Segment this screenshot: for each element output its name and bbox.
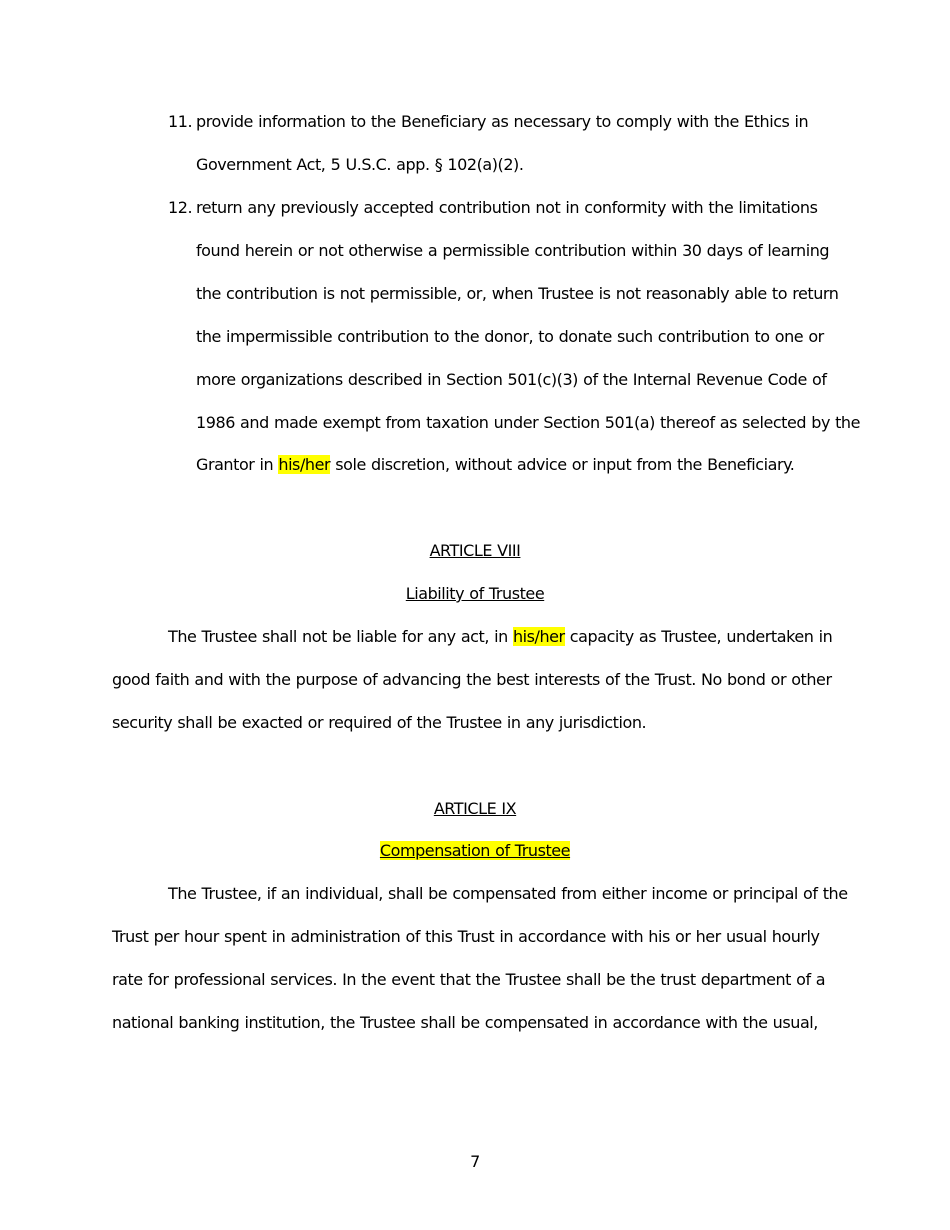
item-12-line-6: 1986 and made exempt from taxation under Section 501(a) thereof as selected by the <box>196 413 861 432</box>
item-12-line-1: return any previously accepted contribution not in conformity with the limitations <box>196 198 818 217</box>
article9-paragraph-line-4: national banking institution, the Trustee shall be compensated in accordance with the usual, <box>112 1013 818 1032</box>
text-segment: sole discretion, without advice or input from the Beneficiary. <box>330 455 795 474</box>
article-subheading: Compensation of Trustee <box>379 841 571 860</box>
article-subheading: Liability of Trustee <box>405 584 545 603</box>
article9-paragraph-line-1: The Trustee, if an individual, shall be compensated from either income or principal of the <box>168 884 848 903</box>
article-heading: ARTICLE VIII <box>429 541 521 560</box>
item-12-line-4: the impermissible contribution to the donor, to donate such contribution to one or <box>196 327 824 346</box>
article-heading: ARTICLE IX <box>433 799 517 818</box>
item-11-line-2: Government Act, 5 U.S.C. app. § 102(a)(2). <box>196 155 524 174</box>
text-segment: capacity as Trustee, undertaken in <box>564 627 833 646</box>
article8-paragraph-line-1 <box>168 627 832 647</box>
item-12-line-2: found herein or not otherwise a permissible contribution within 30 days of learning <box>196 241 830 260</box>
item-12-line-3: the contribution is not permissible, or, when Trustee is not reasonably able to return <box>196 284 839 303</box>
item-11-line-1: provide information to the Beneficiary as necessary to comply with the Ethics in <box>196 112 809 131</box>
text-segment: Grantor in <box>196 455 279 474</box>
article8-paragraph-line-2: good faith and with the purpose of advancing the best interests of the Trust. No bond or other <box>112 670 832 689</box>
article9-paragraph-line-2: Trust per hour spent in administration of this Trust in accordance with his or her usual hourly <box>112 927 820 946</box>
item-12-line-7 <box>196 455 794 475</box>
highlighted-text: his/her <box>278 455 331 474</box>
item-number: 11. <box>168 112 193 131</box>
item-number: 12. <box>168 198 193 217</box>
highlighted-text: his/her <box>512 627 565 646</box>
article9-paragraph-line-3: rate for professional services. In the event that the Trustee shall be the trust department of a <box>112 970 826 989</box>
text-segment: The Trustee shall not be liable for any act, in <box>168 627 513 646</box>
item-12-line-5: more organizations described in Section 501(c)(3) of the Internal Revenue Code of <box>196 370 827 389</box>
page-number: 7 <box>470 1152 480 1171</box>
article8-paragraph-line-3: security shall be exacted or required of the Trustee in any jurisdiction. <box>112 713 647 732</box>
